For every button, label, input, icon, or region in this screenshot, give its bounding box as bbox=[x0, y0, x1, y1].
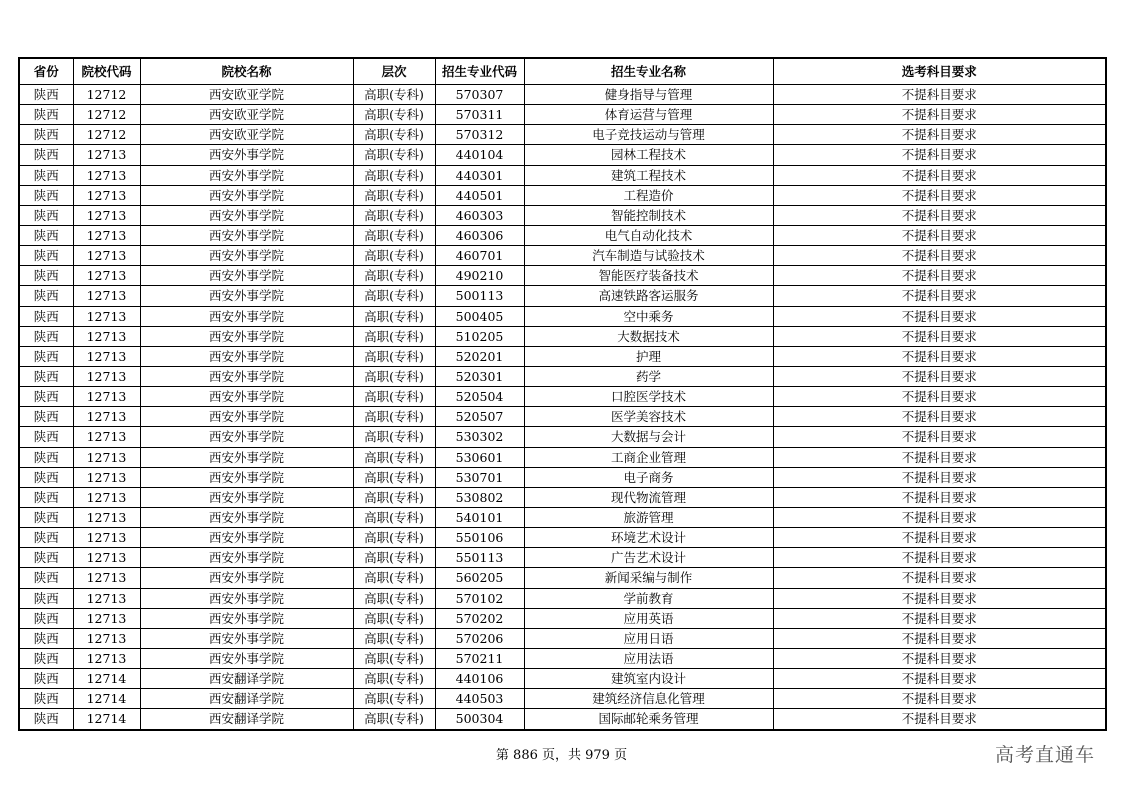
table-row bbox=[19, 528, 1106, 548]
cell-province: 陕西 bbox=[19, 246, 73, 266]
cell-subject-requirement: 不提科目要求 bbox=[773, 608, 1106, 628]
table-row bbox=[19, 165, 1106, 185]
cell-major-name: 应用英语 bbox=[524, 608, 773, 628]
cell-school-code: 12713 bbox=[73, 326, 140, 346]
cell-level: 高职(专科) bbox=[353, 669, 435, 689]
cell-level: 高职(专科) bbox=[353, 387, 435, 407]
cell-subject-requirement: 不提科目要求 bbox=[773, 689, 1106, 709]
cell-major-code: 510205 bbox=[435, 326, 524, 346]
cell-school-name: 西安欧亚学院 bbox=[140, 85, 353, 105]
cell-major-name: 智能控制技术 bbox=[524, 205, 773, 225]
table-row bbox=[19, 105, 1106, 125]
cell-major-name: 口腔医学技术 bbox=[524, 387, 773, 407]
cell-province: 陕西 bbox=[19, 165, 73, 185]
header-level: 层次 bbox=[353, 58, 435, 85]
table-row bbox=[19, 346, 1106, 366]
cell-major-name: 旅游管理 bbox=[524, 507, 773, 527]
cell-province: 陕西 bbox=[19, 346, 73, 366]
cell-school-name: 西安外事学院 bbox=[140, 548, 353, 568]
cell-school-name: 西安外事学院 bbox=[140, 427, 353, 447]
cell-major-code: 570211 bbox=[435, 648, 524, 668]
cell-school-name: 西安外事学院 bbox=[140, 145, 353, 165]
cell-level: 高职(专科) bbox=[353, 185, 435, 205]
cell-school-name: 西安外事学院 bbox=[140, 467, 353, 487]
cell-major-code: 500304 bbox=[435, 709, 524, 730]
cell-school-code: 12712 bbox=[73, 105, 140, 125]
cell-subject-requirement: 不提科目要求 bbox=[773, 447, 1106, 467]
cell-subject-requirement: 不提科目要求 bbox=[773, 145, 1106, 165]
cell-major-name: 护理 bbox=[524, 346, 773, 366]
cell-major-name: 园林工程技术 bbox=[524, 145, 773, 165]
cell-major-name: 工程造价 bbox=[524, 185, 773, 205]
cell-school-code: 12713 bbox=[73, 427, 140, 447]
admission-table bbox=[18, 57, 1107, 731]
cell-province: 陕西 bbox=[19, 286, 73, 306]
cell-major-name: 高速铁路客运服务 bbox=[524, 286, 773, 306]
page-number: 第 886 页，共 979 页 bbox=[495, 748, 628, 763]
cell-province: 陕西 bbox=[19, 608, 73, 628]
cell-level: 高职(专科) bbox=[353, 548, 435, 568]
cell-major-name: 应用日语 bbox=[524, 628, 773, 648]
cell-major-name: 大数据与会计 bbox=[524, 427, 773, 447]
cell-school-code: 12714 bbox=[73, 669, 140, 689]
cell-province: 陕西 bbox=[19, 548, 73, 568]
cell-major-name: 建筑经济信息化管理 bbox=[524, 689, 773, 709]
cell-level: 高职(专科) bbox=[353, 306, 435, 326]
cell-province: 陕西 bbox=[19, 145, 73, 165]
cell-level: 高职(专科) bbox=[353, 447, 435, 467]
cell-subject-requirement: 不提科目要求 bbox=[773, 387, 1106, 407]
cell-school-name: 西安外事学院 bbox=[140, 165, 353, 185]
cell-school-code: 12713 bbox=[73, 548, 140, 568]
table-row bbox=[19, 266, 1106, 286]
cell-major-name: 汽车制造与试验技术 bbox=[524, 246, 773, 266]
cell-school-name: 西安外事学院 bbox=[140, 507, 353, 527]
cell-subject-requirement: 不提科目要求 bbox=[773, 205, 1106, 225]
cell-subject-requirement: 不提科目要求 bbox=[773, 648, 1106, 668]
cell-level: 高职(专科) bbox=[353, 165, 435, 185]
cell-province: 陕西 bbox=[19, 266, 73, 286]
cell-school-name: 西安外事学院 bbox=[140, 286, 353, 306]
cell-province: 陕西 bbox=[19, 528, 73, 548]
cell-subject-requirement: 不提科目要求 bbox=[773, 427, 1106, 447]
cell-province: 陕西 bbox=[19, 205, 73, 225]
header-school-name: 院校名称 bbox=[140, 58, 353, 85]
cell-province: 陕西 bbox=[19, 306, 73, 326]
cell-major-code: 570202 bbox=[435, 608, 524, 628]
cell-level: 高职(专科) bbox=[353, 246, 435, 266]
cell-major-code: 520504 bbox=[435, 387, 524, 407]
cell-major-name: 智能医疗装备技术 bbox=[524, 266, 773, 286]
cell-province: 陕西 bbox=[19, 648, 73, 668]
cell-province: 陕西 bbox=[19, 447, 73, 467]
table-row bbox=[19, 447, 1106, 467]
cell-province: 陕西 bbox=[19, 467, 73, 487]
header-province: 省份 bbox=[19, 58, 73, 85]
cell-major-code: 440503 bbox=[435, 689, 524, 709]
cell-subject-requirement: 不提科目要求 bbox=[773, 85, 1106, 105]
cell-major-code: 460303 bbox=[435, 205, 524, 225]
cell-school-code: 12714 bbox=[73, 709, 140, 730]
cell-major-name: 空中乘务 bbox=[524, 306, 773, 326]
cell-major-code: 560205 bbox=[435, 568, 524, 588]
table-row bbox=[19, 205, 1106, 225]
cell-school-name: 西安外事学院 bbox=[140, 366, 353, 386]
cell-level: 高职(专科) bbox=[353, 85, 435, 105]
cell-province: 陕西 bbox=[19, 669, 73, 689]
cell-major-name: 健身指导与管理 bbox=[524, 85, 773, 105]
cell-level: 高职(专科) bbox=[353, 528, 435, 548]
cell-school-name: 西安外事学院 bbox=[140, 648, 353, 668]
cell-school-name: 西安外事学院 bbox=[140, 387, 353, 407]
cell-major-name: 工商企业管理 bbox=[524, 447, 773, 467]
cell-province: 陕西 bbox=[19, 507, 73, 527]
cell-level: 高职(专科) bbox=[353, 427, 435, 447]
cell-school-code: 12713 bbox=[73, 507, 140, 527]
cell-major-code: 530701 bbox=[435, 467, 524, 487]
cell-level: 高职(专科) bbox=[353, 648, 435, 668]
cell-school-code: 12713 bbox=[73, 407, 140, 427]
cell-school-name: 西安外事学院 bbox=[140, 568, 353, 588]
cell-major-name: 广告艺术设计 bbox=[524, 548, 773, 568]
cell-province: 陕西 bbox=[19, 588, 73, 608]
cell-major-code: 530601 bbox=[435, 447, 524, 467]
cell-level: 高职(专科) bbox=[353, 145, 435, 165]
cell-level: 高职(专科) bbox=[353, 326, 435, 346]
cell-major-code: 570312 bbox=[435, 125, 524, 145]
cell-province: 陕西 bbox=[19, 387, 73, 407]
cell-subject-requirement: 不提科目要求 bbox=[773, 407, 1106, 427]
cell-school-name: 西安外事学院 bbox=[140, 205, 353, 225]
cell-province: 陕西 bbox=[19, 427, 73, 447]
cell-subject-requirement: 不提科目要求 bbox=[773, 266, 1106, 286]
cell-major-name: 新闻采编与制作 bbox=[524, 568, 773, 588]
cell-school-name: 西安翻译学院 bbox=[140, 669, 353, 689]
cell-major-name: 现代物流管理 bbox=[524, 487, 773, 507]
cell-province: 陕西 bbox=[19, 487, 73, 507]
cell-province: 陕西 bbox=[19, 628, 73, 648]
table-row bbox=[19, 568, 1106, 588]
cell-school-code: 12712 bbox=[73, 85, 140, 105]
cell-level: 高职(专科) bbox=[353, 266, 435, 286]
cell-school-name: 西安翻译学院 bbox=[140, 709, 353, 730]
cell-level: 高职(专科) bbox=[353, 487, 435, 507]
table-row bbox=[19, 286, 1106, 306]
cell-major-code: 550113 bbox=[435, 548, 524, 568]
cell-school-code: 12713 bbox=[73, 447, 140, 467]
cell-major-code: 530302 bbox=[435, 427, 524, 447]
header-school-code: 院校代码 bbox=[73, 58, 140, 85]
cell-major-code: 460701 bbox=[435, 246, 524, 266]
table-row bbox=[19, 467, 1106, 487]
cell-school-name: 西安外事学院 bbox=[140, 628, 353, 648]
cell-province: 陕西 bbox=[19, 105, 73, 125]
cell-school-code: 12713 bbox=[73, 648, 140, 668]
header-major-code: 招生专业代码 bbox=[435, 58, 524, 85]
cell-school-name: 西安外事学院 bbox=[140, 588, 353, 608]
cell-subject-requirement: 不提科目要求 bbox=[773, 467, 1106, 487]
table-row bbox=[19, 487, 1106, 507]
cell-major-code: 570206 bbox=[435, 628, 524, 648]
cell-subject-requirement: 不提科目要求 bbox=[773, 185, 1106, 205]
cell-major-code: 550106 bbox=[435, 528, 524, 548]
cell-school-code: 12713 bbox=[73, 628, 140, 648]
cell-school-name: 西安外事学院 bbox=[140, 225, 353, 245]
table-row bbox=[19, 669, 1106, 689]
table-header-row bbox=[19, 58, 1106, 85]
cell-subject-requirement: 不提科目要求 bbox=[773, 366, 1106, 386]
cell-level: 高职(专科) bbox=[353, 507, 435, 527]
cell-major-code: 500405 bbox=[435, 306, 524, 326]
cell-school-code: 12713 bbox=[73, 528, 140, 548]
cell-school-name: 西安外事学院 bbox=[140, 487, 353, 507]
cell-major-name: 学前教育 bbox=[524, 588, 773, 608]
cell-school-name: 西安外事学院 bbox=[140, 528, 353, 548]
cell-subject-requirement: 不提科目要求 bbox=[773, 246, 1106, 266]
cell-school-code: 12713 bbox=[73, 185, 140, 205]
cell-major-code: 440104 bbox=[435, 145, 524, 165]
cell-major-name: 环境艺术设计 bbox=[524, 528, 773, 548]
cell-subject-requirement: 不提科目要求 bbox=[773, 105, 1106, 125]
table-row bbox=[19, 185, 1106, 205]
cell-school-name: 西安欧亚学院 bbox=[140, 125, 353, 145]
cell-major-name: 体育运营与管理 bbox=[524, 105, 773, 125]
cell-level: 高职(专科) bbox=[353, 467, 435, 487]
table-row bbox=[19, 608, 1106, 628]
cell-province: 陕西 bbox=[19, 125, 73, 145]
cell-school-name: 西安外事学院 bbox=[140, 246, 353, 266]
cell-school-code: 12713 bbox=[73, 225, 140, 245]
table-row bbox=[19, 366, 1106, 386]
cell-subject-requirement: 不提科目要求 bbox=[773, 286, 1106, 306]
cell-subject-requirement: 不提科目要求 bbox=[773, 507, 1106, 527]
cell-subject-requirement: 不提科目要求 bbox=[773, 306, 1106, 326]
cell-level: 高职(专科) bbox=[353, 709, 435, 730]
cell-province: 陕西 bbox=[19, 709, 73, 730]
cell-school-code: 12713 bbox=[73, 366, 140, 386]
cell-level: 高职(专科) bbox=[353, 407, 435, 427]
cell-major-code: 530802 bbox=[435, 487, 524, 507]
table-row bbox=[19, 628, 1106, 648]
cell-province: 陕西 bbox=[19, 225, 73, 245]
table-row bbox=[19, 548, 1106, 568]
cell-major-code: 500113 bbox=[435, 286, 524, 306]
cell-major-name: 建筑室内设计 bbox=[524, 669, 773, 689]
cell-school-code: 12714 bbox=[73, 689, 140, 709]
table-row bbox=[19, 306, 1106, 326]
cell-school-code: 12713 bbox=[73, 266, 140, 286]
cell-subject-requirement: 不提科目要求 bbox=[773, 548, 1106, 568]
cell-major-code: 520201 bbox=[435, 346, 524, 366]
cell-major-name: 药学 bbox=[524, 366, 773, 386]
cell-subject-requirement: 不提科目要求 bbox=[773, 528, 1106, 548]
cell-major-name: 电气自动化技术 bbox=[524, 225, 773, 245]
cell-school-name: 西安外事学院 bbox=[140, 326, 353, 346]
cell-level: 高职(专科) bbox=[353, 608, 435, 628]
cell-level: 高职(专科) bbox=[353, 588, 435, 608]
table-body bbox=[19, 85, 1106, 730]
table-row bbox=[19, 588, 1106, 608]
cell-level: 高职(专科) bbox=[353, 628, 435, 648]
cell-major-code: 540101 bbox=[435, 507, 524, 527]
cell-major-code: 460306 bbox=[435, 225, 524, 245]
cell-level: 高职(专科) bbox=[353, 346, 435, 366]
cell-level: 高职(专科) bbox=[353, 689, 435, 709]
cell-school-code: 12713 bbox=[73, 588, 140, 608]
cell-school-code: 12713 bbox=[73, 246, 140, 266]
cell-school-code: 12713 bbox=[73, 608, 140, 628]
cell-level: 高职(专科) bbox=[353, 225, 435, 245]
cell-major-code: 490210 bbox=[435, 266, 524, 286]
table-row bbox=[19, 326, 1106, 346]
cell-school-name: 西安外事学院 bbox=[140, 407, 353, 427]
cell-major-name: 大数据技术 bbox=[524, 326, 773, 346]
cell-major-name: 医学美容技术 bbox=[524, 407, 773, 427]
cell-province: 陕西 bbox=[19, 407, 73, 427]
cell-province: 陕西 bbox=[19, 689, 73, 709]
cell-level: 高职(专科) bbox=[353, 205, 435, 225]
cell-subject-requirement: 不提科目要求 bbox=[773, 225, 1106, 245]
table-row bbox=[19, 689, 1106, 709]
cell-school-name: 西安外事学院 bbox=[140, 185, 353, 205]
header-major-name: 招生专业名称 bbox=[524, 58, 773, 85]
cell-major-code: 520301 bbox=[435, 366, 524, 386]
cell-subject-requirement: 不提科目要求 bbox=[773, 709, 1106, 730]
cell-level: 高职(专科) bbox=[353, 105, 435, 125]
cell-province: 陕西 bbox=[19, 568, 73, 588]
cell-subject-requirement: 不提科目要求 bbox=[773, 487, 1106, 507]
cell-subject-requirement: 不提科目要求 bbox=[773, 669, 1106, 689]
cell-school-code: 12713 bbox=[73, 145, 140, 165]
cell-subject-requirement: 不提科目要求 bbox=[773, 125, 1106, 145]
cell-school-name: 西安翻译学院 bbox=[140, 689, 353, 709]
cell-province: 陕西 bbox=[19, 326, 73, 346]
cell-subject-requirement: 不提科目要求 bbox=[773, 568, 1106, 588]
cell-school-code: 12713 bbox=[73, 286, 140, 306]
table-row bbox=[19, 507, 1106, 527]
cell-province: 陕西 bbox=[19, 85, 73, 105]
cell-subject-requirement: 不提科目要求 bbox=[773, 326, 1106, 346]
cell-school-name: 西安外事学院 bbox=[140, 306, 353, 326]
cell-school-code: 12713 bbox=[73, 487, 140, 507]
cell-province: 陕西 bbox=[19, 185, 73, 205]
table-row bbox=[19, 225, 1106, 245]
table-row bbox=[19, 85, 1106, 105]
cell-subject-requirement: 不提科目要求 bbox=[773, 165, 1106, 185]
cell-school-name: 西安外事学院 bbox=[140, 266, 353, 286]
table-row bbox=[19, 427, 1106, 447]
cell-major-code: 440301 bbox=[435, 165, 524, 185]
cell-school-name: 西安欧亚学院 bbox=[140, 105, 353, 125]
cell-level: 高职(专科) bbox=[353, 286, 435, 306]
header-subject-requirement: 选考科目要求 bbox=[773, 58, 1106, 85]
cell-major-code: 440106 bbox=[435, 669, 524, 689]
table-row bbox=[19, 387, 1106, 407]
cell-subject-requirement: 不提科目要求 bbox=[773, 628, 1106, 648]
cell-school-code: 12713 bbox=[73, 387, 140, 407]
cell-school-code: 12712 bbox=[73, 125, 140, 145]
cell-major-name: 电子商务 bbox=[524, 467, 773, 487]
cell-school-name: 西安外事学院 bbox=[140, 608, 353, 628]
cell-level: 高职(专科) bbox=[353, 568, 435, 588]
cell-school-code: 12713 bbox=[73, 568, 140, 588]
cell-major-code: 570307 bbox=[435, 85, 524, 105]
cell-major-code: 570102 bbox=[435, 588, 524, 608]
watermark: 高考直通车 bbox=[994, 744, 1095, 766]
cell-major-name: 国际邮轮乘务管理 bbox=[524, 709, 773, 730]
table-row bbox=[19, 709, 1106, 730]
cell-major-code: 520507 bbox=[435, 407, 524, 427]
table-row bbox=[19, 648, 1106, 668]
cell-major-name: 建筑工程技术 bbox=[524, 165, 773, 185]
cell-major-code: 570311 bbox=[435, 105, 524, 125]
cell-major-name: 电子竞技运动与管理 bbox=[524, 125, 773, 145]
table-row bbox=[19, 246, 1106, 266]
table-row bbox=[19, 145, 1106, 165]
cell-major-name: 应用法语 bbox=[524, 648, 773, 668]
table-row bbox=[19, 125, 1106, 145]
cell-subject-requirement: 不提科目要求 bbox=[773, 588, 1106, 608]
cell-school-code: 12713 bbox=[73, 165, 140, 185]
cell-school-name: 西安外事学院 bbox=[140, 346, 353, 366]
cell-school-code: 12713 bbox=[73, 306, 140, 326]
cell-level: 高职(专科) bbox=[353, 125, 435, 145]
cell-school-name: 西安外事学院 bbox=[140, 447, 353, 467]
cell-school-code: 12713 bbox=[73, 205, 140, 225]
cell-school-code: 12713 bbox=[73, 467, 140, 487]
cell-level: 高职(专科) bbox=[353, 366, 435, 386]
table-row bbox=[19, 407, 1106, 427]
cell-province: 陕西 bbox=[19, 366, 73, 386]
cell-major-code: 440501 bbox=[435, 185, 524, 205]
cell-subject-requirement: 不提科目要求 bbox=[773, 346, 1106, 366]
cell-school-code: 12713 bbox=[73, 346, 140, 366]
